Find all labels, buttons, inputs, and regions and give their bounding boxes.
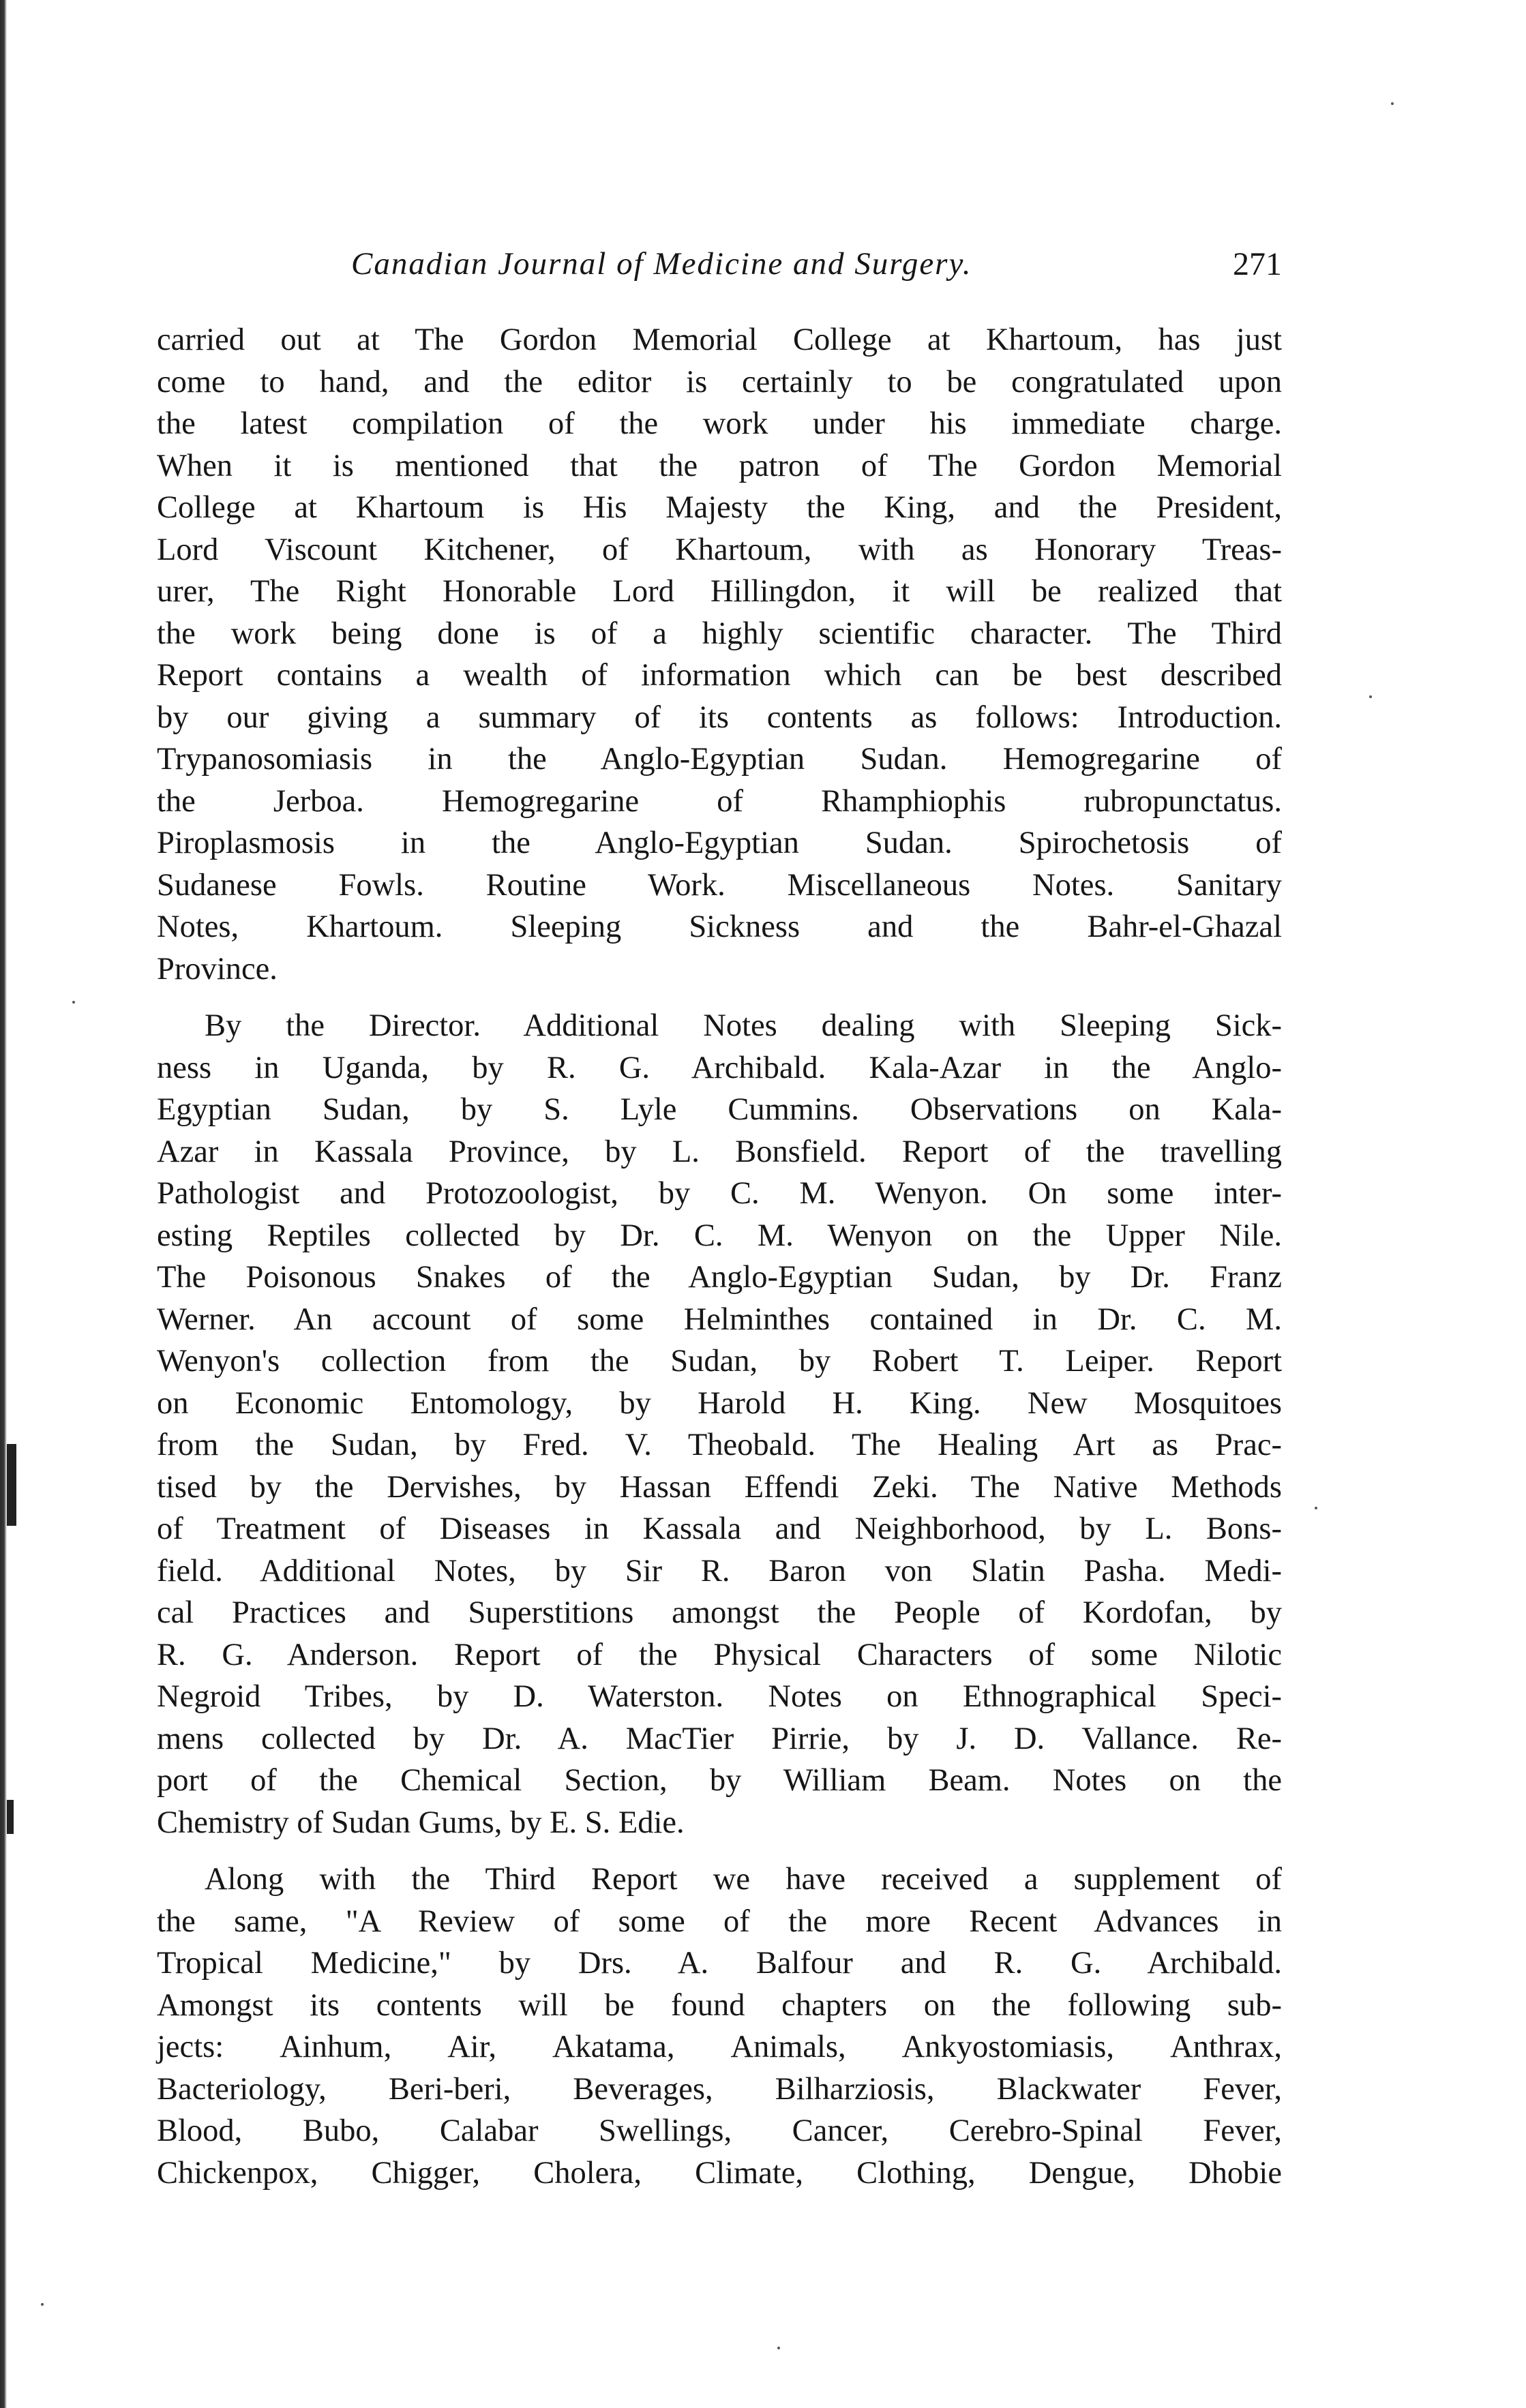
text-line: the Jerboa. Hemogregarine of Rhamphiophis rubropunctatus.	[157, 783, 1282, 819]
scan-speck	[1369, 695, 1372, 698]
text-line: tised by the Dervishes, by Hassan Effendi Zeki. The Native Methods	[157, 1469, 1282, 1505]
text-line: on Economic Entomology, by Harold H. King. New Mosquitoes	[157, 1385, 1282, 1421]
running-header	[157, 245, 1282, 286]
text-line: Sudanese Fowls. Routine Work. Miscellaneous Notes. Sanitary	[157, 867, 1282, 903]
scan-speck	[1315, 1507, 1317, 1509]
text-line: the same, "A Review of some of the more Recent Advances in	[157, 1903, 1282, 1939]
text-line: by our giving a summary of its contents as follows: Introduction.	[157, 699, 1282, 735]
page-number: 271	[1233, 246, 1282, 282]
text-line: Chemistry of Sudan Gums, by E. S. Edie.	[157, 1805, 685, 1840]
text-line: Chickenpox, Chigger, Cholera, Climate, Clothing, Dengue, Dhobie	[157, 2155, 1282, 2191]
text-line: mens collected by Dr. A. MacTier Pirrie, by J. D. Vallance. Re-	[157, 1721, 1282, 1756]
text-line: Along with the Third Report we have received a supplement of	[205, 1862, 1282, 1897]
scan-speck	[777, 2347, 780, 2349]
text-line: cal Practices and Superstitions amongst the People of Kordofan, by	[157, 1595, 1282, 1630]
text-line: Lord Viscount Kitchener, of Khartoum, with as Honorary Treas-	[157, 532, 1282, 567]
text-line: jects: Ainhum, Air, Akatama, Animals, Ankyostomiasis, Anthrax,	[157, 2030, 1282, 2064]
scan-speck	[41, 2303, 44, 2306]
text-line: Bacteriology, Beri-beri, Beverages, Bilharziosis, Blackwater Fever,	[157, 2071, 1282, 2107]
text-line: By the Director. Additional Notes dealing with Sleeping Sick-	[205, 1008, 1282, 1043]
text-line: esting Reptiles collected by Dr. C. M. Wenyon on the Upper Nile.	[157, 1218, 1282, 1253]
paragraph	[157, 319, 1282, 990]
text-line: ness in Uganda, by R. G. Archibald. Kala-Azar in the Anglo-	[157, 1050, 1282, 1085]
text-line: come to hand, and the editor is certainly to be congratulated upon	[157, 364, 1282, 400]
article-body	[157, 319, 1282, 2194]
text-line: Negroid Tribes, by D. Waterston. Notes on Ethnographical Speci-	[157, 1679, 1282, 1714]
text-line: field. Additional Notes, by Sir R. Baron von Slatin Pasha. Medi-	[157, 1553, 1282, 1589]
binding-mark	[7, 1800, 14, 1834]
text-line: the work being done is of a highly scientific character. The Third	[157, 616, 1282, 651]
paragraph	[157, 1858, 1282, 2194]
text-line: Werner. An account of some Helminthes contained in Dr. C. M.	[157, 1301, 1282, 1337]
text-line: Piroplasmosis in the Anglo-Egyptian Sudan. Spirochetosis of	[157, 826, 1282, 860]
scan-speck	[1391, 102, 1394, 105]
text-line: Report contains a wealth of information which can be best described	[157, 658, 1282, 693]
text-line: carried out at The Gordon Memorial College at Khartoum, has just	[157, 322, 1282, 357]
text-line: The Poisonous Snakes of the Anglo-Egyptian Sudan, by Dr. Franz	[157, 1260, 1282, 1295]
text-line: Pathologist and Protozoologist, by C. M. Wenyon. On some inter-	[157, 1176, 1282, 1211]
text-line: When it is mentioned that the patron of The Gordon Memorial	[157, 448, 1282, 483]
text-line: Notes, Khartoum. Sleeping Sickness and the Bahr-el-Ghazal	[157, 909, 1282, 944]
text-line: urer, The Right Honorable Lord Hillingdon, it will be realized that	[157, 574, 1282, 609]
text-line: port of the Chemical Section, by William Beam. Notes on the	[157, 1763, 1282, 1798]
scan-speck	[72, 1001, 75, 1004]
text-line: R. G. Anderson. Report of the Physical Characters of some Nilotic	[157, 1637, 1282, 1672]
paragraph-gap	[157, 990, 1282, 1005]
text-line: of Treatment of Diseases in Kassala and Neighborhood, by L. Bons-	[157, 1511, 1282, 1546]
text-line: Wenyon's collection from the Sudan, by Robert T. Leiper. Report	[157, 1344, 1282, 1379]
text-line: Amongst its contents will be found chapters on the following sub-	[157, 1987, 1282, 2023]
journal-title: Canadian Journal of Medicine and Surgery.	[351, 246, 972, 282]
paragraph-gap	[157, 1843, 1282, 1858]
text-line: Azar in Kassala Province, by L. Bonsfield. Report of the travelling	[157, 1134, 1282, 1169]
text-line: the latest compilation of the work under his immediate charge.	[157, 406, 1282, 441]
text-line: Province.	[157, 951, 278, 987]
text-line: from the Sudan, by Fred. V. Theobald. The Healing Art as Prac-	[157, 1428, 1282, 1462]
text-line: Tropical Medicine," by Drs. A. Balfour and R. G. Archibald.	[157, 1946, 1282, 1981]
text-line: Trypanosomiasis in the Anglo-Egyptian Sudan. Hemogregarine of	[157, 742, 1282, 777]
text-line: Blood, Bubo, Calabar Swellings, Cancer, Cerebro-Spinal Fever,	[157, 2113, 1282, 2148]
text-line: Egyptian Sudan, by S. Lyle Cummins. Observations on Kala-	[157, 1092, 1282, 1127]
binding-mark	[7, 1444, 16, 1526]
binding-edge	[0, 0, 7, 2408]
text-line: College at Khartoum is His Majesty the King, and the President,	[157, 490, 1282, 525]
paragraph	[157, 1005, 1282, 1843]
